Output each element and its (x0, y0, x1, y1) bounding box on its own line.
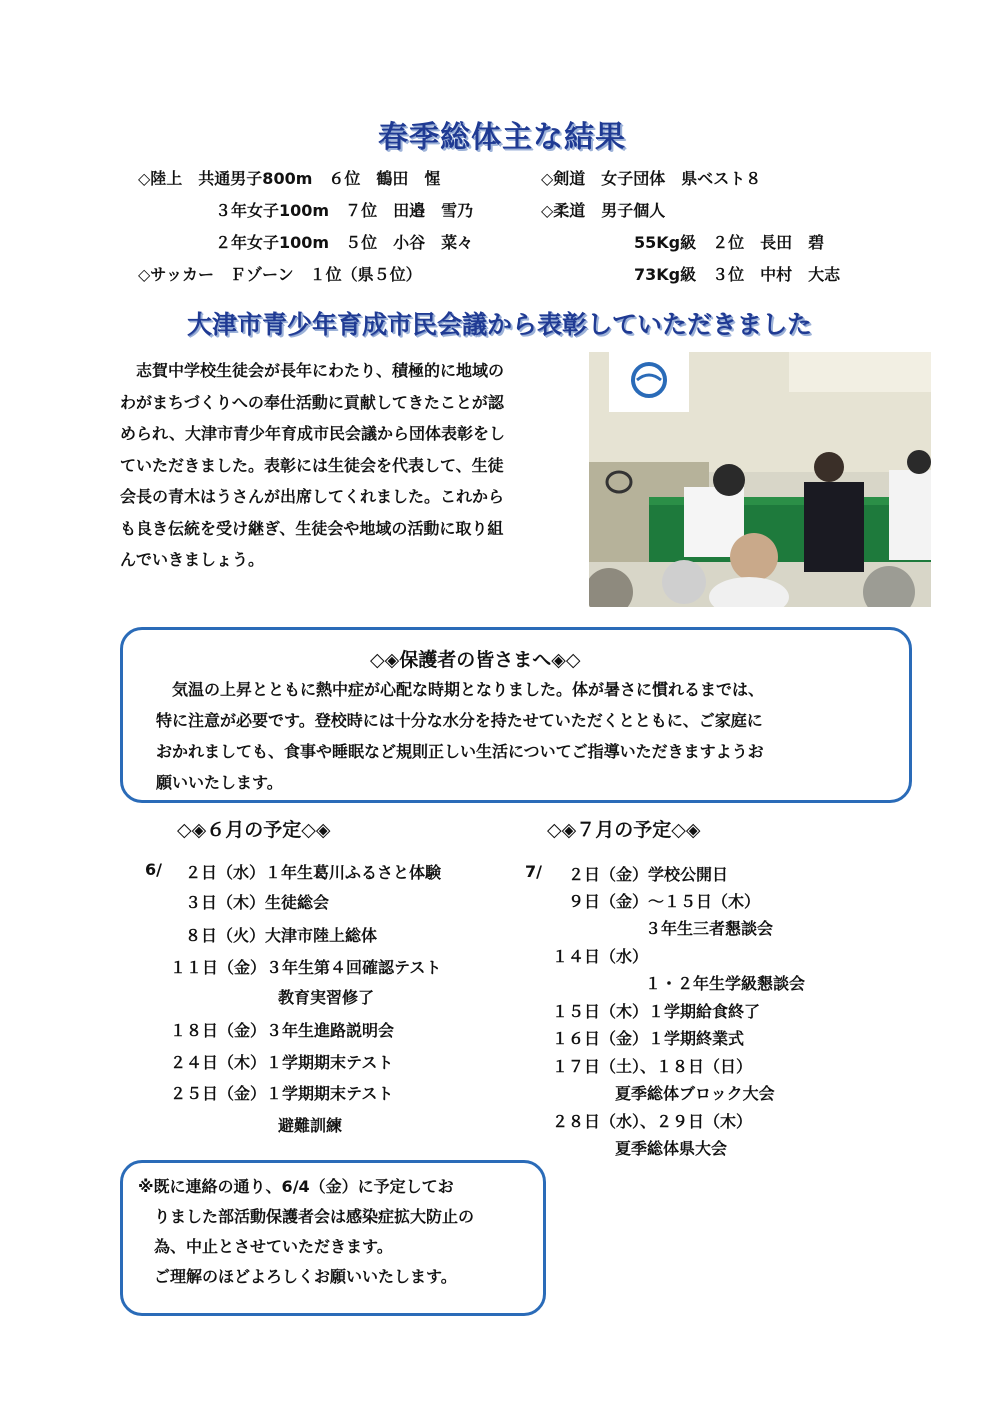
award-photo-illustration (589, 352, 931, 607)
schedule-item: １５日（木）１学期給食終了 (552, 1002, 761, 1021)
schedule-item: ８日（火）大津市陸上総体 (185, 926, 378, 945)
text-line: 為、中止とさせていただきます。 (138, 1237, 393, 1256)
schedule-item: ２日（水）１年生葛川ふるさと体験 (185, 863, 442, 882)
schedule-item: 夏季総体ブロック大会 (615, 1084, 775, 1103)
schedule-item: 避難訓練 (278, 1116, 343, 1135)
schedule-item: １１日（金）３年生第４回確認テスト (170, 958, 442, 977)
schedule-item: １６日（金）１学期終業式 (552, 1029, 745, 1048)
schedule-item: ２８日（水）、２９日（木） (552, 1112, 753, 1131)
text-line: おかれましても、食事や睡眠など規則正しい生活についてご指導いただきますようお (156, 742, 764, 761)
schedule-item: １４日（水） (552, 947, 649, 966)
result-line: ◇サッカー Ｆゾーン １位（県５位） (138, 265, 422, 284)
text-line: りました部活動保護者会は感染症拡大防止の (138, 1207, 475, 1226)
schedule-item: ２４日（木）１学期期末テスト (170, 1053, 394, 1072)
text-line: んでいきましょう。 (120, 550, 265, 569)
text-line: ていただきました。表彰には生徒会を代表して、生徒 (120, 455, 504, 475)
text-line: 会長の青木はうさんが出席してくれました。これから (120, 487, 505, 506)
text-line: ※既に連絡の通り、6/4（金）に予定してお (138, 1177, 454, 1196)
text-line: 気温の上昇とともに熱中症が心配な時期となりました。体が暑さに慣れるまでは、 (156, 680, 765, 699)
text-line: も良き伝統を受け継ぎ、生徒会や地域の活動に取り組 (120, 518, 504, 538)
award-photo (589, 352, 931, 607)
text-line: ご理解のほどよろしくお願いいたします。 (138, 1267, 457, 1286)
schedule-item: １７日（土）、１８日（日） (552, 1057, 753, 1076)
result-line: 55Kg級 ２位 長田 碧 (634, 233, 825, 252)
parents-notice-title: ◇◈保護者の皆さまへ◈◇ (370, 649, 581, 671)
result-line: ◇剣道 女子団体 県ベスト８ (541, 169, 762, 188)
schedule-item: ３日（木）生徒総会 (185, 893, 330, 912)
cancellation-note-text (138, 1172, 474, 1292)
schedule-item: 教育実習修了 (278, 988, 375, 1007)
award-text (120, 355, 505, 576)
result-line: ２年女子100m ５位 小谷 菜々 (215, 233, 474, 252)
result-line: ◇陸上 共通男子800m ６位 鶴田 惺 (138, 169, 441, 188)
schedule-item: ９日（金）～１５日（木） (568, 892, 761, 911)
parents-notice-text (156, 674, 764, 798)
result-line: ◇柔道 男子個人 (541, 201, 666, 220)
schedule-item: １８日（金）３年生進路説明会 (170, 1021, 395, 1040)
june-month-label: 6/ (145, 860, 162, 879)
schedule-item: ２日（金）学校公開日 (568, 865, 729, 884)
july-schedule-title: ◇◈７月の予定◇◈ (547, 819, 701, 841)
result-line: 73Kg級 ３位 中村 大志 (634, 265, 841, 284)
text-line: わがまちづくりへの奉仕活動に貢献してきたことが認 (120, 392, 504, 412)
text-line: められ、大津市青少年育成市民会議から団体表彰をし (120, 424, 505, 443)
text-line: 志賀中学校生徒会が長年にわたり、積極的に地域の (120, 361, 505, 380)
page-title: 春季総体主な結果 (378, 120, 626, 155)
schedule-item: ３年生三者懇談会 (645, 919, 774, 938)
text-line: 願いいたします。 (156, 773, 283, 792)
july-month-label: 7/ (525, 862, 542, 881)
text-line: 特に注意が必要です。登校時には十分な水分を持たせていただくとともに、ご家庭に (156, 711, 763, 730)
june-schedule-title: ◇◈６月の予定◇◈ (177, 819, 331, 841)
schedule-item: ２５日（金）１学期期末テスト (170, 1084, 394, 1103)
award-heading: 大津市青少年育成市民会議から表彰していただきました (187, 310, 813, 339)
result-line: ３年女子100m ７位 田邉 雪乃 (215, 201, 474, 220)
schedule-item: １・２年生学級懇談会 (645, 974, 806, 993)
schedule-item: 夏季総体県大会 (615, 1139, 728, 1158)
